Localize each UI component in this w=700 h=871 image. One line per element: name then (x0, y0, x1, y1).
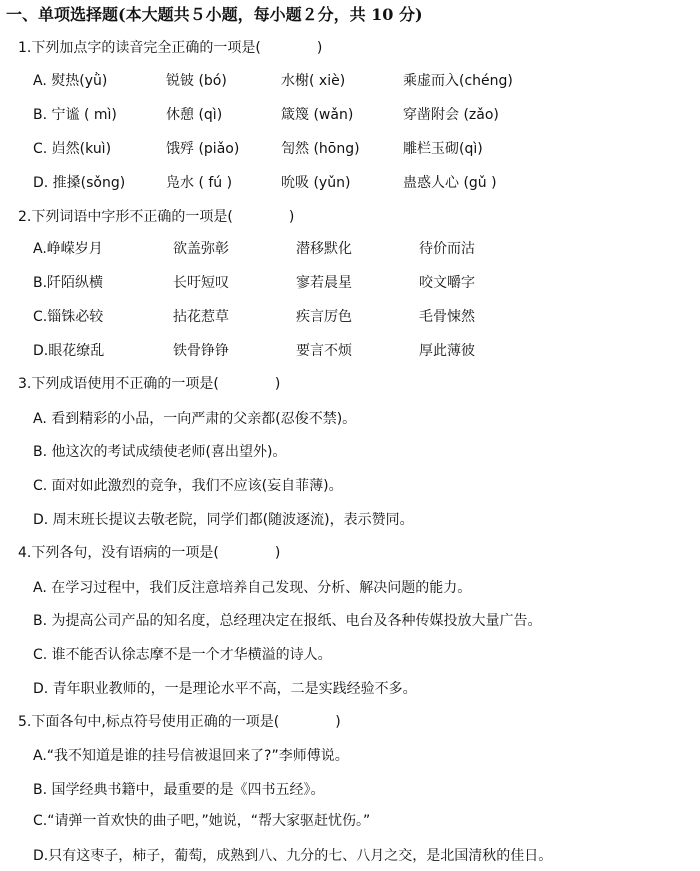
q2-option-d-1: D.眼花缭乱 (33, 343, 105, 359)
q1-option-d-4: 蛊惑人心 (gǔ ) (403, 175, 497, 191)
q1-option-c-4: 雕栏玉砌(qì) (403, 141, 483, 157)
section-title: 一、单项选择题(本大题共５小题，每小题２分，共 10 分) (6, 5, 423, 24)
q4-option-c: C. 谁不能否认徐志摩不是一个才华横溢的诗人。 (33, 647, 332, 663)
q1-option-a-2: 锐铍 (bó) (166, 73, 227, 89)
q5-option-d: D.只有这枣子，柿子，葡萄，成熟到八、九分的七、八月之交，是北国清秋的佳日。 (33, 848, 553, 864)
q5-option-c: C.“请弹一首欢快的曲子吧，”她说，“帮大家驱赶忧伤。” (33, 813, 371, 829)
q4-option-d: D. 青年职业教师的，一是理论水平不高，二是实践经验不多。 (33, 681, 417, 697)
q2-option-c-2: 拈花惹草 (173, 309, 229, 325)
question-3-stem: 3.下列成语使用不正确的一项是( ) (18, 376, 281, 392)
q1-option-d-3: 吮吸 (yǔn) (281, 175, 351, 191)
q2-option-a-1: A.峥嵘岁月 (33, 241, 103, 257)
q1-option-c-1: C. 岿然(kuì) (33, 141, 112, 157)
q4-option-b: B. 为提高公司产品的知名度，总经理决定在报纸、电台及各种传媒投放大量广告。 (33, 613, 542, 629)
q1-option-a-4: 乘虚而入(chéng) (403, 73, 513, 89)
q3-option-c: C. 面对如此激烈的竞争，我们不应该(妄自菲薄)。 (33, 478, 343, 494)
q1-option-b-2: 休憩 (qì) (166, 107, 223, 123)
q1-option-c-3: 訇然 (hōng) (281, 141, 360, 157)
q2-option-c-3: 疾言厉色 (296, 309, 352, 325)
q2-option-b-4: 咬文嚼字 (419, 275, 475, 291)
q3-option-d: D. 周末班长提议去敬老院，同学们都(随波逐流)，表示赞同。 (33, 512, 414, 528)
q3-option-a: A. 看到精彩的小品，一向严肃的父亲都(忍俊不禁)。 (33, 411, 357, 427)
q2-option-a-3: 潜移默化 (296, 241, 352, 257)
question-5-stem: 5.下面各句中,标点符号使用正确的一项是( ) (18, 714, 341, 730)
q2-option-d-2: 铁骨铮铮 (173, 343, 229, 359)
q2-option-c-4: 毛骨悚然 (419, 309, 475, 325)
q1-option-d-1: D. 推搡(sǒng) (33, 175, 126, 191)
question-2-stem: 2.下列词语中字形不正确的一项是( ) (18, 209, 295, 225)
q2-option-a-4: 待价而沽 (419, 241, 475, 257)
q2-option-d-3: 要言不烦 (296, 343, 352, 359)
q1-option-c-2: 饿殍 (piǎo) (166, 141, 240, 157)
question-4-stem: 4.下列各句，没有语病的一项是( ) (18, 545, 281, 561)
q2-option-b-1: B.阡陌纵横 (33, 275, 104, 291)
q2-option-c-1: C.锱铢必较 (33, 309, 104, 325)
q3-option-b: B. 他这次的考试成绩使老师(喜出望外)。 (33, 444, 287, 460)
q1-option-d-2: 凫水 ( fú ) (166, 175, 233, 191)
question-1-stem: 1.下列加点字的读音完全正确的一项是( ) (18, 40, 323, 56)
q1-option-b-3: 箴篾 (wǎn) (281, 107, 354, 123)
q5-option-b: B. 国学经典书籍中，最重要的是《四书五经》。 (33, 782, 325, 798)
q4-option-a: A. 在学习过程中，我们反注意培养自己发现、分析、解决问题的能力。 (33, 580, 472, 596)
q1-option-a-1: A. 熨热(yǜ) (33, 73, 108, 89)
q1-option-b-4: 穿凿附会 (zǎo) (403, 107, 499, 123)
q2-option-d-4: 厚此薄彼 (419, 343, 475, 359)
q5-option-a: A.“我不知道是谁的挂号信被退回来了?”李师傅说。 (33, 748, 349, 764)
q1-option-b-1: B. 宁谧 ( mì) (33, 107, 117, 123)
q1-option-a-3: 水榭( xiè) (281, 73, 346, 89)
q2-option-b-2: 长吁短叹 (173, 275, 229, 291)
q2-option-a-2: 欲盖弥彰 (173, 241, 229, 257)
q2-option-b-3: 寥若晨星 (296, 275, 352, 291)
